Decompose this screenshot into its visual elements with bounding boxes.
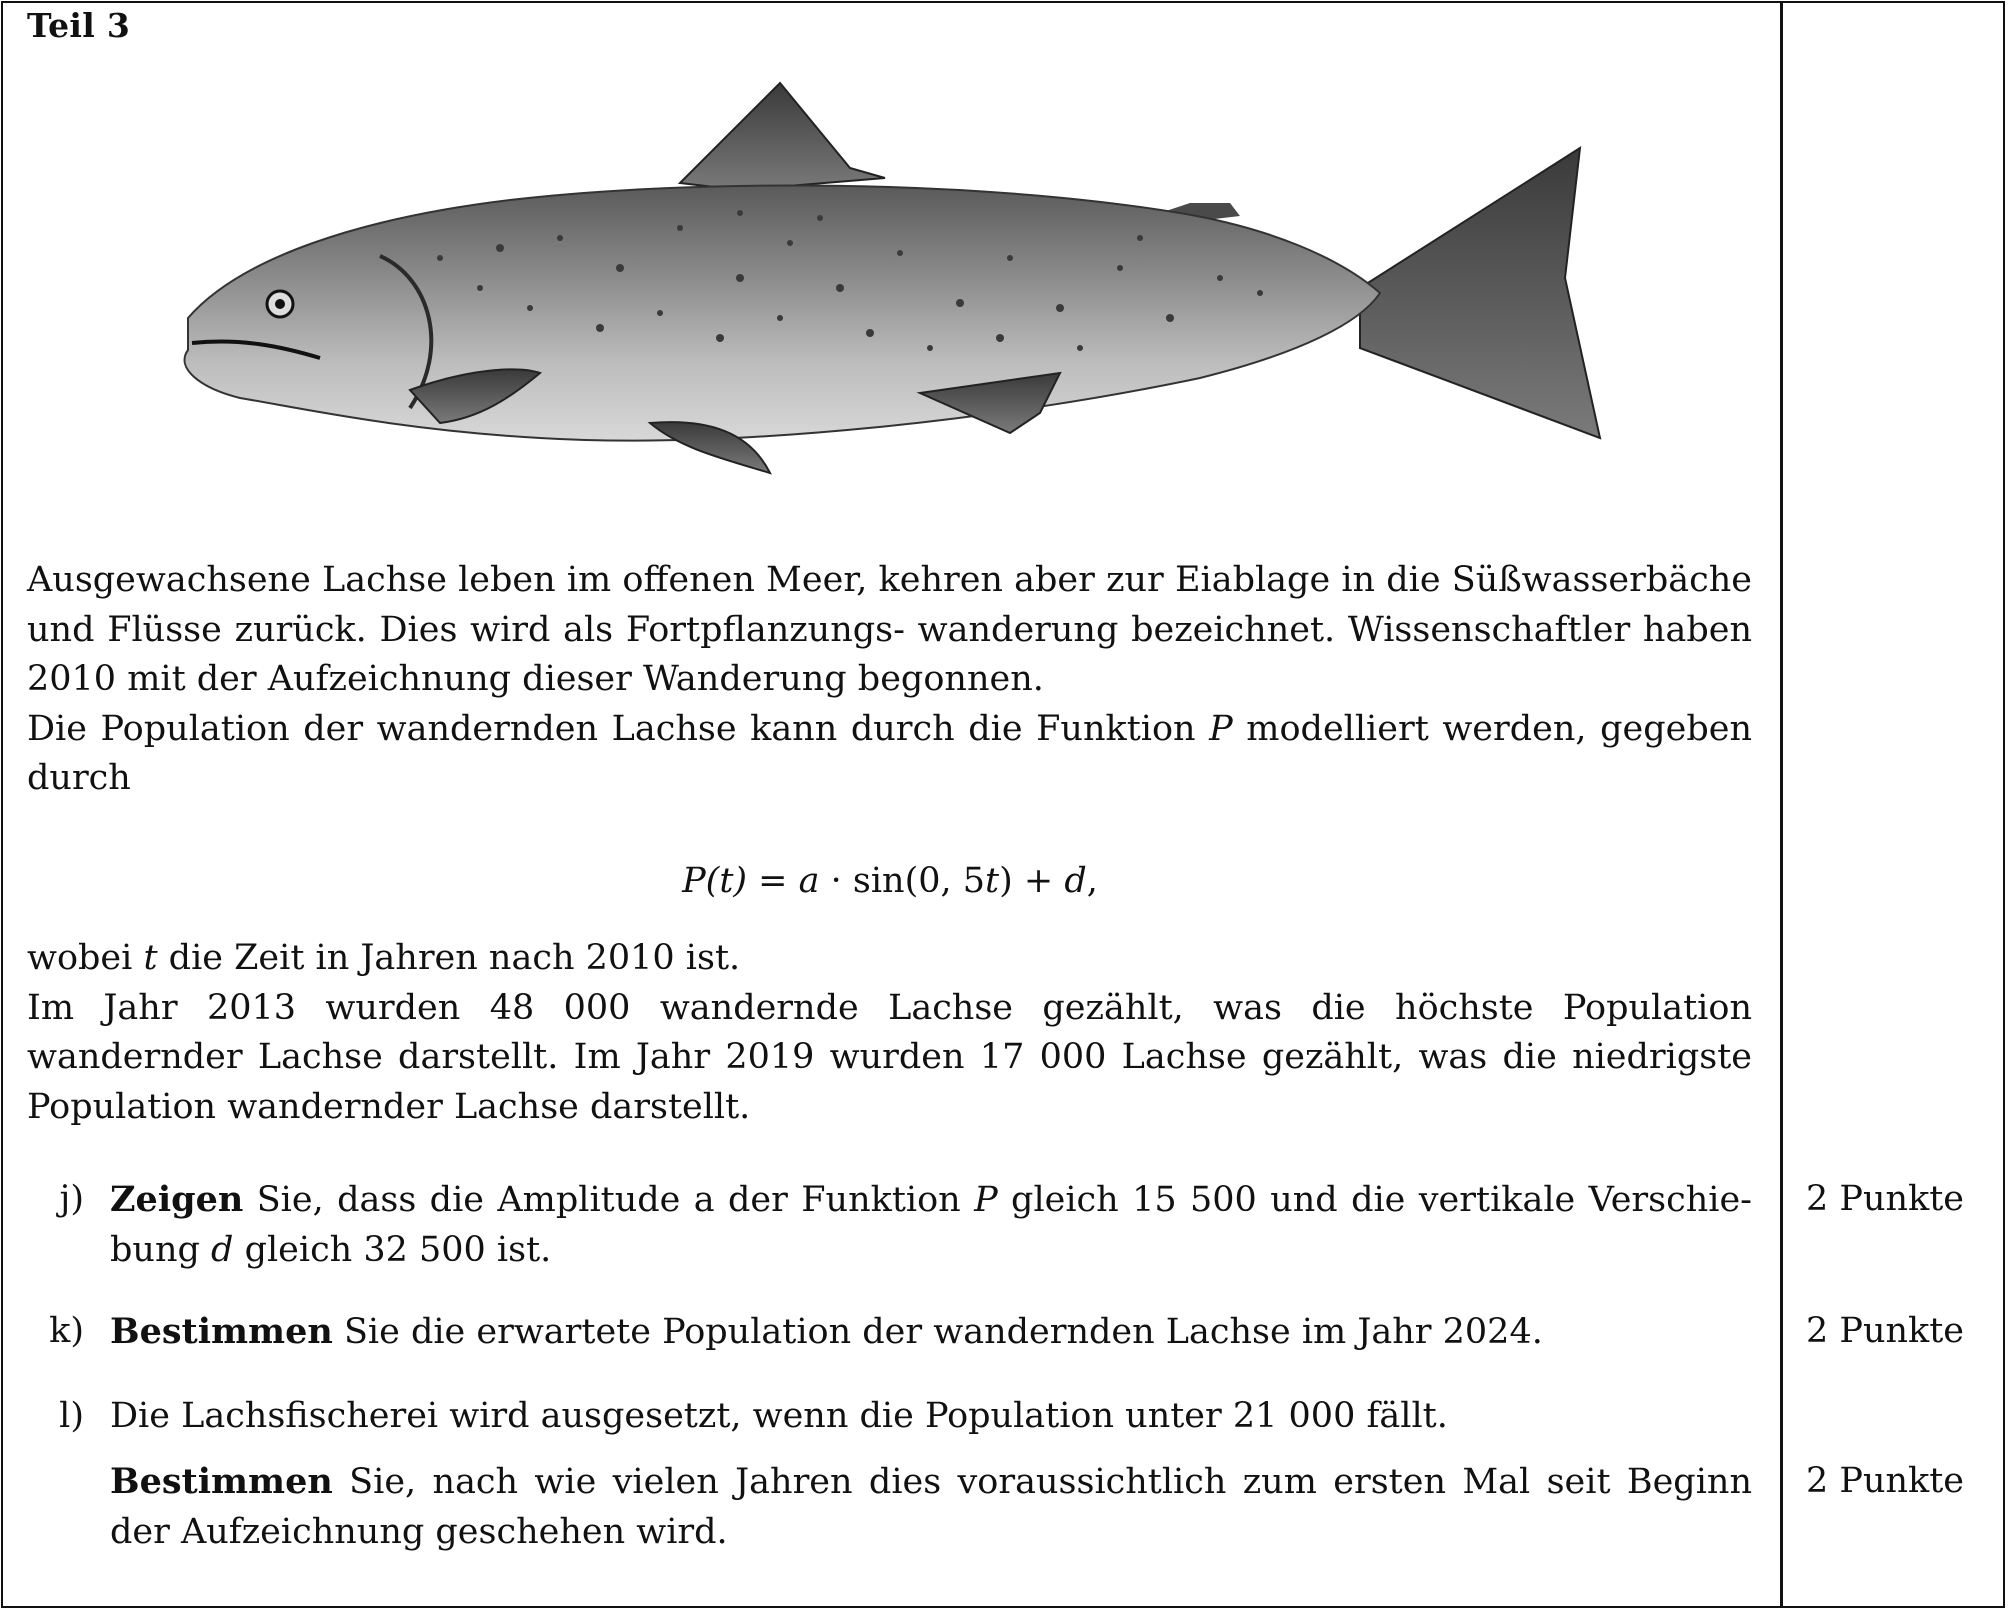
time-definition: wobei t die Zeit in Jahren nach 2010 ist. bbox=[27, 938, 741, 978]
dorsal-fin bbox=[680, 83, 885, 190]
context-text bbox=[27, 934, 1752, 1132]
population-info: Im Jahr 2013 wurden 48 000 wandernde Lachse gezählt, was die höchste Population wandernder Lachse darstellt. Im Jahr 2019 wurden 17 000 Lachse gezählt, was die niedrigste Population wandernder Lachse darstellt. bbox=[27, 987, 1752, 1127]
intro-text bbox=[27, 556, 1752, 804]
intro-paragraph-2: Die Population der wandernden Lachse kann durch die Funktion P modelliert werden, gegeben durch bbox=[27, 708, 1752, 798]
function-formula: P(t) = a · sin(0, 5t) + d, bbox=[682, 861, 1098, 901]
intro-paragraph-1: Ausgewachsene Lachse leben im offenen Meer, kehren aber zur Eiablage in die Süßwasserbäche und Flüsse zurück. Dies wird als Fortpflanzungs- wanderung bezeichnet. Wissenschaftler haben 2010 mit der Aufzeichnung dieser Wanderung begonnen. bbox=[27, 560, 1752, 699]
fish-body bbox=[185, 185, 1380, 440]
points-column-divider bbox=[1780, 3, 1783, 1606]
task-l-intro: Die Lachsfischerei wird ausgesetzt, wenn die Population unter 21 000 fällt. bbox=[110, 1396, 1448, 1436]
task-l-text: Bestimmen Sie, nach wie vielen Jahren dies voraussichtlich zum ersten Mal seit Beginn der Aufzeichnung geschehen wird. bbox=[110, 1461, 1752, 1552]
task-l-points: 2 Punkte bbox=[1806, 1461, 1965, 1501]
salmon-illustration bbox=[180, 78, 1610, 510]
task-l-letter: l) bbox=[59, 1396, 84, 1436]
task-k-points: 2 Punkte bbox=[1806, 1311, 1965, 1351]
task-k-letter: k) bbox=[49, 1311, 84, 1351]
task-j-text: Zeigen Sie, dass die Amplitude a der Funktion P gleich 15 500 und die vertikale Verschiebung d gleich 32 500 ist. bbox=[110, 1179, 1752, 1270]
section-heading: Teil 3 bbox=[27, 6, 131, 45]
task-k-text: Bestimmen Sie die erwartete Population der wandernden Lachse im Jahr 2024. bbox=[110, 1311, 1543, 1352]
task-j-points: 2 Punkte bbox=[1806, 1179, 1965, 1219]
task-j-letter: j) bbox=[59, 1179, 84, 1219]
tail-fin bbox=[1360, 148, 1600, 438]
